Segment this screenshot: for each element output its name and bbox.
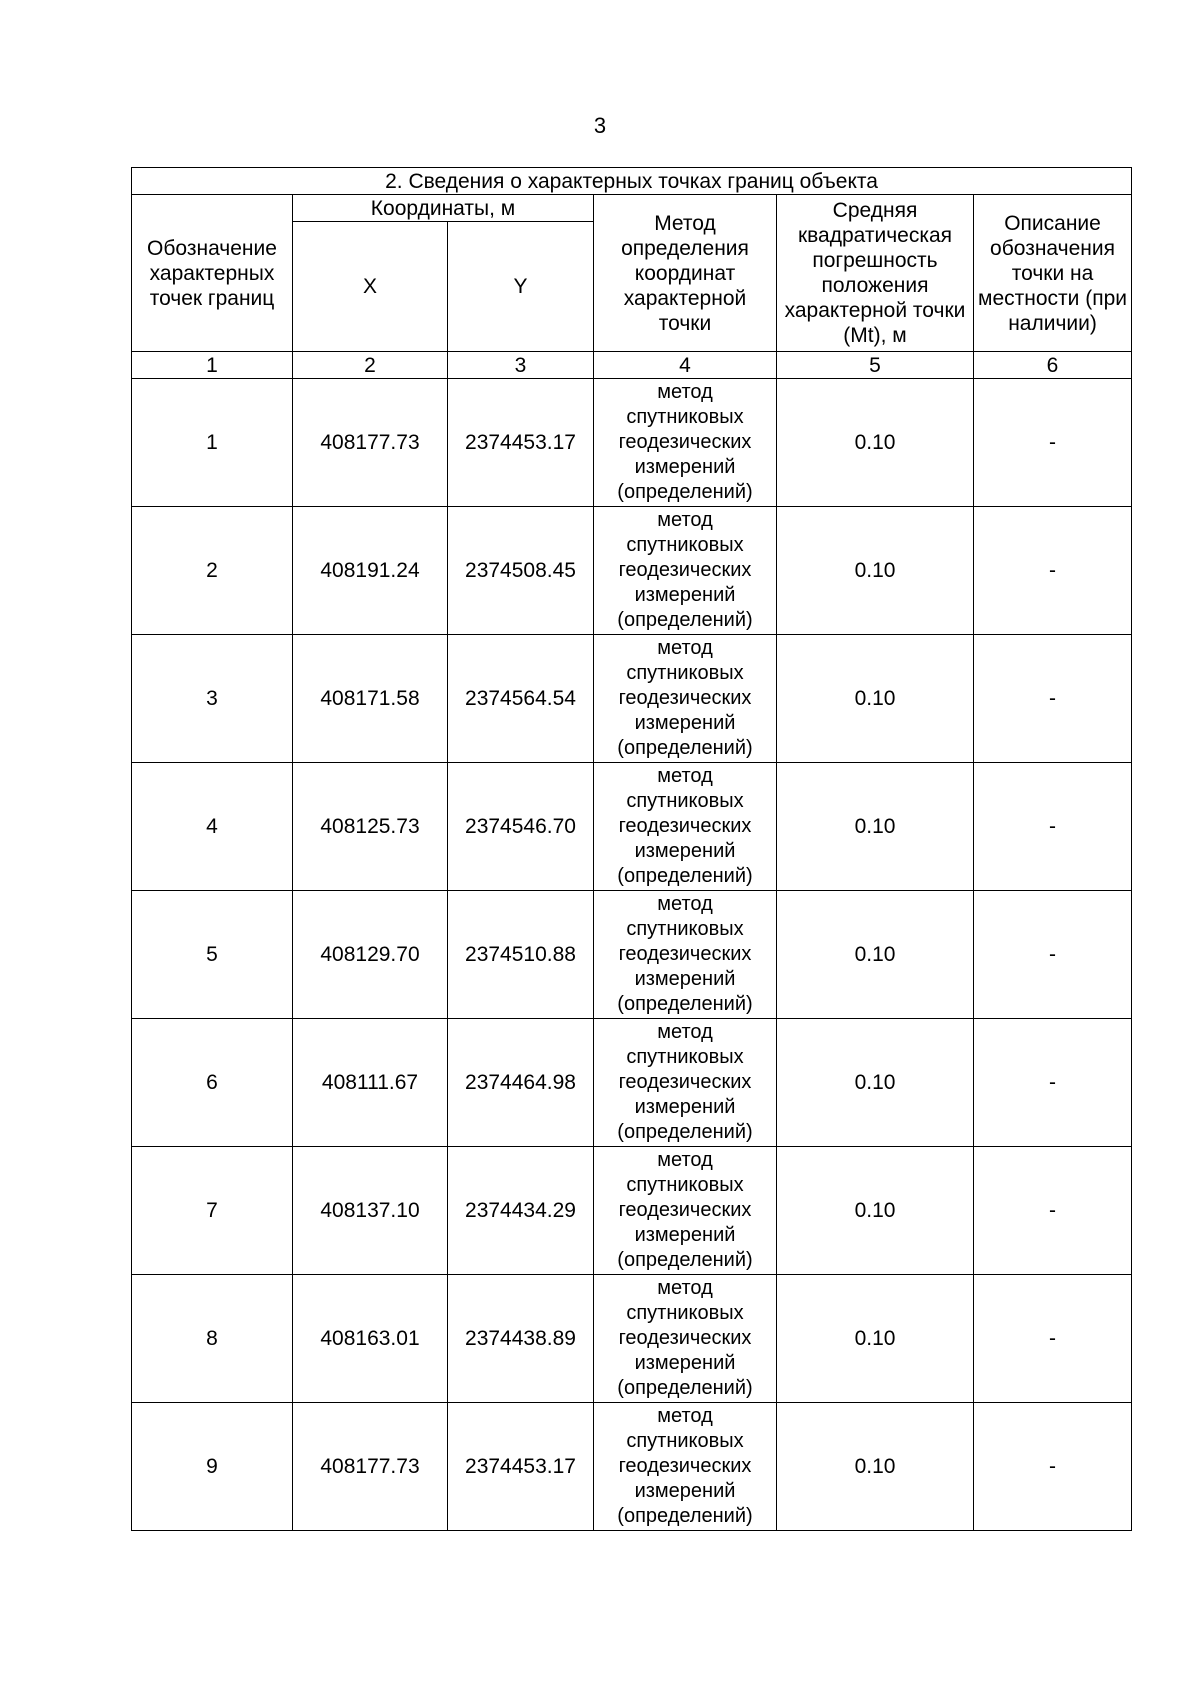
header-coordinates: Координаты, м [293,195,594,222]
header-error: Средняя квадратическая погрешность положения характерной точки (Mt), м [777,195,974,352]
cell-y: 2374508.45 [448,507,594,635]
table-title: 2. Сведения о характерных точках границ объекта [132,168,1132,195]
table-row [132,1019,1132,1147]
cell-method: метод спутниковых геодезических измерений (определений) [594,379,777,507]
cell-error: 0.10 [777,1019,974,1147]
cell-description: - [974,1275,1132,1403]
cell-error: 0.10 [777,1147,974,1275]
column-number: 6 [974,352,1132,379]
column-number: 4 [594,352,777,379]
cell-x: 408177.73 [293,379,448,507]
header-method: Метод определения координат характерной точки [594,195,777,352]
page-number: 3 [593,113,607,138]
cell-x: 408177.73 [293,1403,448,1531]
cell-method: метод спутниковых геодезических измерений (определений) [594,1147,777,1275]
cell-y: 2374510.88 [448,891,594,1019]
cell-description: - [974,1147,1132,1275]
column-number: 2 [293,352,448,379]
cell-y: 2374434.29 [448,1147,594,1275]
cell-y: 2374564.54 [448,635,594,763]
cell-x: 408137.10 [293,1147,448,1275]
table-row [132,1147,1132,1275]
cell-point: 2 [132,507,293,635]
cell-point: 6 [132,1019,293,1147]
cell-x: 408171.58 [293,635,448,763]
cell-error: 0.10 [777,1275,974,1403]
table-row [132,635,1132,763]
cell-point: 9 [132,1403,293,1531]
table-row [132,1403,1132,1531]
cell-x: 408163.01 [293,1275,448,1403]
cell-point: 8 [132,1275,293,1403]
cell-error: 0.10 [777,635,974,763]
cell-point: 3 [132,635,293,763]
cell-y: 2374453.17 [448,1403,594,1531]
cell-point: 1 [132,379,293,507]
cell-method: метод спутниковых геодезических измерений (определений) [594,763,777,891]
cell-description: - [974,1403,1132,1531]
cell-description: - [974,635,1132,763]
header-x: X [293,222,448,352]
cell-y: 2374453.17 [448,379,594,507]
cell-method: метод спутниковых геодезических измерений (определений) [594,507,777,635]
table-row [132,1275,1132,1403]
cell-method: метод спутниковых геодезических измерений (определений) [594,635,777,763]
column-number: 1 [132,352,293,379]
cell-x: 408191.24 [293,507,448,635]
cell-method: метод спутниковых геодезических измерений (определений) [594,891,777,1019]
cell-method: метод спутниковых геодезических измерений (определений) [594,1403,777,1531]
table-row [132,891,1132,1019]
cell-y: 2374438.89 [448,1275,594,1403]
cell-y: 2374546.70 [448,763,594,891]
cell-error: 0.10 [777,1403,974,1531]
cell-description: - [974,379,1132,507]
cell-x: 408111.67 [293,1019,448,1147]
boundary-points-table [131,167,1132,1531]
cell-x: 408129.70 [293,891,448,1019]
cell-method: метод спутниковых геодезических измерений (определений) [594,1275,777,1403]
cell-description: - [974,763,1132,891]
cell-point: 7 [132,1147,293,1275]
cell-description: - [974,891,1132,1019]
cell-description: - [974,1019,1132,1147]
cell-y: 2374464.98 [448,1019,594,1147]
cell-error: 0.10 [777,379,974,507]
cell-method: метод спутниковых геодезических измерений (определений) [594,1019,777,1147]
column-number: 3 [448,352,594,379]
header-description: Описание обозначения точки на местности (при наличии) [974,195,1132,352]
column-number-row [132,352,1132,379]
header-point-designation: Обозначение характерных точек границ [132,195,293,352]
column-number: 5 [777,352,974,379]
cell-error: 0.10 [777,763,974,891]
cell-point: 4 [132,763,293,891]
header-y: Y [448,222,594,352]
table-row [132,763,1132,891]
table-row [132,379,1132,507]
cell-error: 0.10 [777,891,974,1019]
cell-error: 0.10 [777,507,974,635]
cell-description: - [974,507,1132,635]
cell-point: 5 [132,891,293,1019]
cell-x: 408125.73 [293,763,448,891]
table-row [132,507,1132,635]
